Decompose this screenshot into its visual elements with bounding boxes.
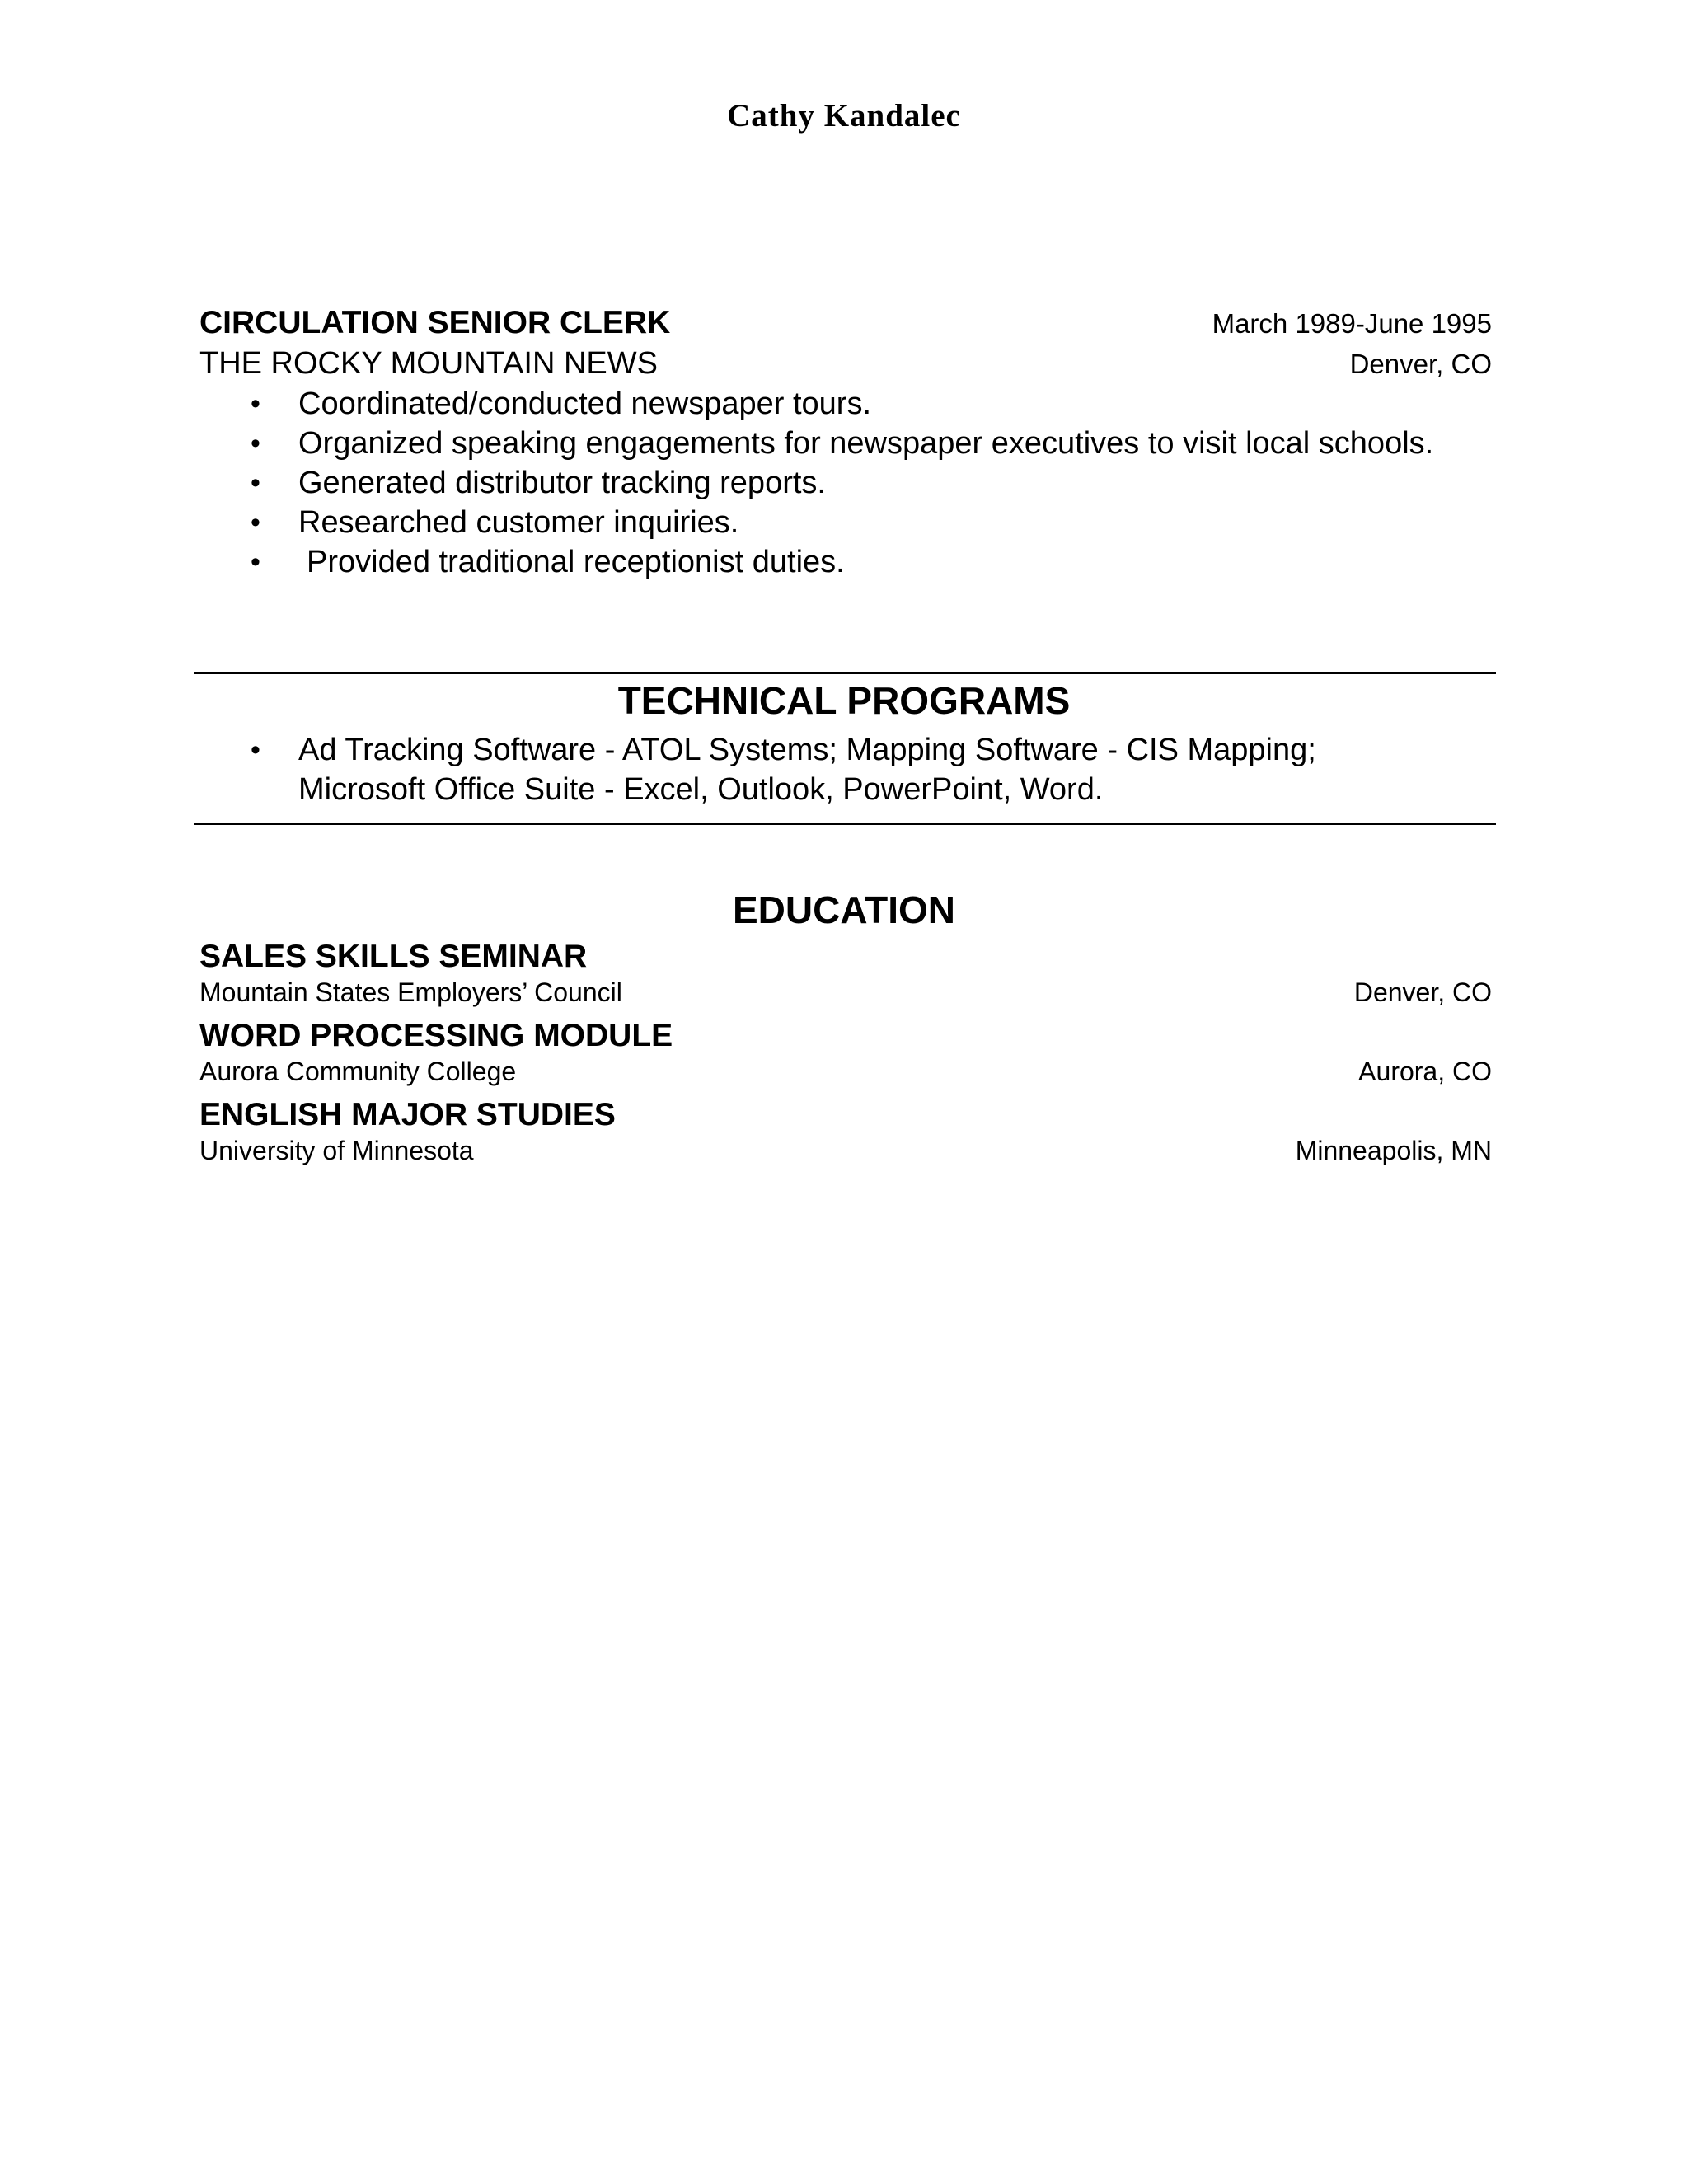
job-duty-text: Provided traditional receptionist duties.	[307, 545, 845, 579]
job-employer-row	[199, 344, 1492, 384]
job-duty-text: Researched customer inquiries.	[298, 505, 739, 540]
education-item	[199, 938, 1492, 1009]
job-section	[199, 303, 1492, 582]
bullet-icon: •	[251, 467, 260, 499]
list-item	[199, 424, 1492, 463]
education-detail-row	[199, 976, 1492, 1009]
job-duties-list	[199, 384, 1492, 582]
job-dates: March 1989-June 1995	[1212, 308, 1492, 339]
education-location: Minneapolis, MN	[1295, 1136, 1492, 1165]
list-item	[199, 730, 1492, 809]
bullet-icon: •	[251, 546, 260, 578]
candidate-name: Cathy Kandalec	[727, 98, 961, 134]
bullet-icon: •	[251, 428, 260, 459]
education-title: ENGLISH MAJOR STUDIES	[199, 1097, 616, 1132]
list-item	[199, 463, 1492, 503]
education-location: Aurora, CO	[1358, 1057, 1492, 1086]
bullet-icon: •	[251, 388, 260, 419]
job-location: Denver, CO	[1349, 349, 1492, 379]
job-duty-text: Organized speaking engagements for newspaper executives to visit local schools.	[298, 426, 1434, 461]
job-title: CIRCULATION SENIOR CLERK	[199, 305, 671, 340]
job-employer: THE ROCKY MOUNTAIN NEWS	[199, 346, 658, 381]
technical-item-text: Ad Tracking Software - ATOL Systems; Mapping Software - CIS Mapping; Microsoft Office Suite - Excel, Outlook, PowerPoint, Word.	[298, 733, 1316, 807]
list-item	[199, 542, 1492, 582]
education-institution: University of Minnesota	[199, 1136, 474, 1165]
education-location: Denver, CO	[1353, 977, 1492, 1007]
job-header-row	[199, 303, 1492, 344]
education-detail-row	[199, 1134, 1492, 1167]
job-duty-text: Coordinated/conducted newspaper tours.	[298, 387, 872, 421]
section-divider-top	[194, 672, 1496, 674]
education-title: WORD PROCESSING MODULE	[199, 1018, 673, 1053]
education-institution: Aurora Community College	[199, 1057, 517, 1086]
education-item	[199, 1017, 1492, 1088]
bullet-icon: •	[251, 507, 260, 538]
job-duty-text: Generated distributor tracking reports.	[298, 466, 826, 500]
technical-list	[199, 730, 1492, 809]
list-item	[199, 384, 1492, 424]
education-section	[199, 938, 1492, 1175]
section-divider-bottom	[194, 823, 1496, 825]
education-heading: EDUCATION	[732, 888, 956, 931]
bullet-icon: •	[251, 734, 260, 766]
education-institution: Mountain States Employers’ Council	[199, 977, 622, 1007]
list-item	[199, 503, 1492, 542]
technical-heading: TECHNICAL PROGRAMS	[617, 679, 1071, 722]
education-item	[199, 1096, 1492, 1167]
education-detail-row	[199, 1055, 1492, 1088]
education-title: SALES SKILLS SEMINAR	[199, 939, 588, 974]
technical-section	[199, 730, 1492, 809]
